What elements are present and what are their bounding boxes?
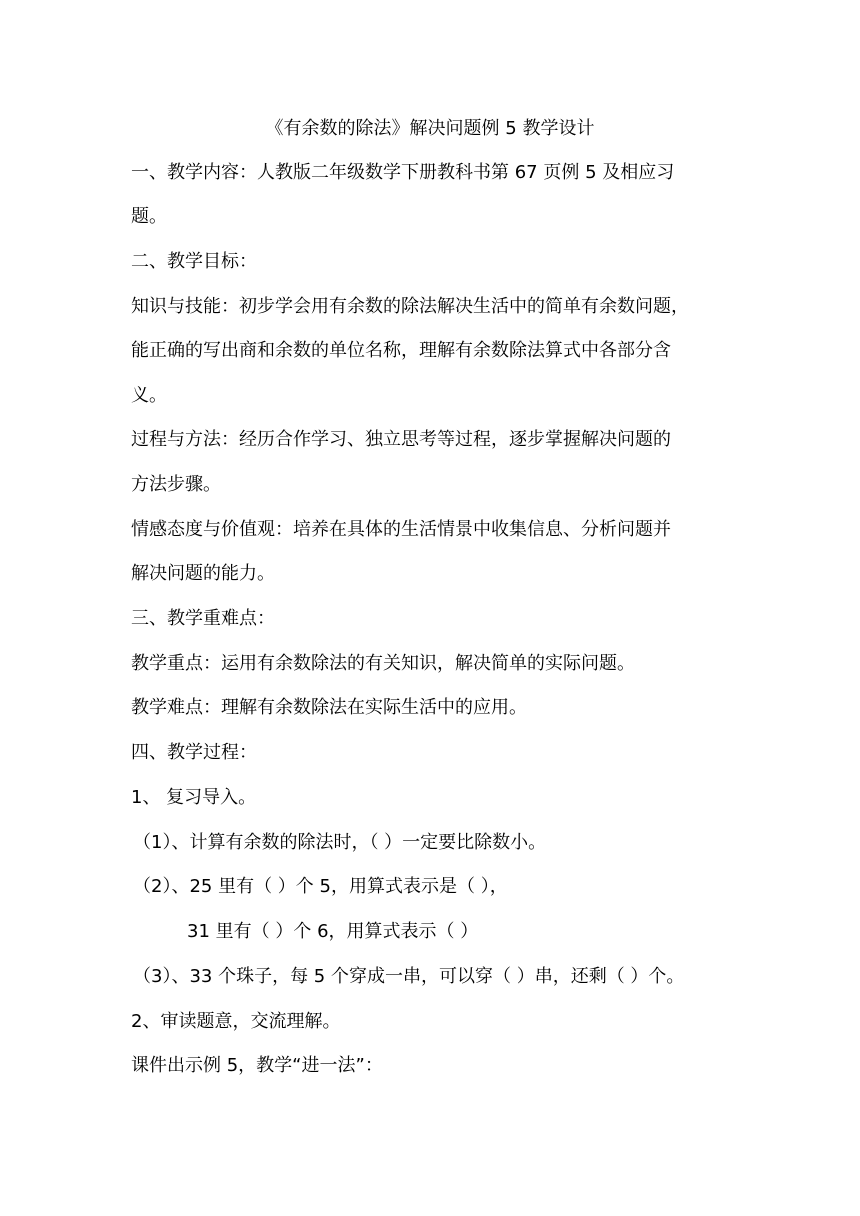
process-method-line-2: 方法步骤。: [131, 474, 221, 495]
emotion-values-line-2: 解决问题的能力。: [131, 563, 275, 584]
teaching-content-line-1: 一、教学内容：人教版二年级数学下册教科书第 67 页例 5 及相应习: [131, 162, 675, 183]
review-question-2-continued: 31 里有（ ）个 6，用算式表示（ ）: [187, 921, 479, 942]
knowledge-skills-line-1: 知识与技能：初步学会用有余数的除法解决生活中的简单有余数问题，: [131, 296, 689, 317]
knowledge-skills-line-2: 能正确的写出商和余数的单位名称，理解有余数除法算式中各部分含: [131, 340, 671, 361]
courseware-example-line: 课件出示例 5，教学“进一法”：: [131, 1055, 383, 1076]
process-method-line-1: 过程与方法：经历合作学习、独立思考等过程，逐步掌握解决问题的: [131, 429, 671, 450]
read-and-understand-step: 2、审读题意，交流理解。: [131, 1011, 341, 1032]
emotion-values-line-1: 情感态度与价值观：培养在具体的生活情景中收集信息、分析问题并: [131, 519, 671, 540]
review-question-2: （2）、25 里有（ ）个 5，用算式表示是（ ），: [133, 876, 508, 897]
document-title: 《有余数的除法》解决问题例 5 教学设计: [265, 118, 595, 139]
teaching-difficult-point: 教学难点：理解有余数除法在实际生活中的应用。: [131, 697, 527, 718]
teaching-process-heading: 四、教学过程：: [131, 742, 257, 763]
key-difficult-heading: 三、教学重难点：: [131, 608, 275, 629]
teaching-goals-heading: 二、教学目标：: [131, 251, 257, 272]
review-question-3: （3）、33 个珠子，每 5 个穿成一串，可以穿（ ）串，还剩（ ）个。: [133, 966, 685, 987]
teaching-content-line-2: 题。: [131, 206, 167, 227]
teaching-key-point: 教学重点：运用有余数除法的有关知识，解决简单的实际问题。: [131, 653, 635, 674]
knowledge-skills-line-3: 义。: [131, 385, 167, 406]
review-introduction-step: 1、 复习导入。: [131, 787, 257, 808]
review-question-1: （1）、计算有余数的除法时，（ ）一定要比除数小。: [133, 832, 547, 853]
